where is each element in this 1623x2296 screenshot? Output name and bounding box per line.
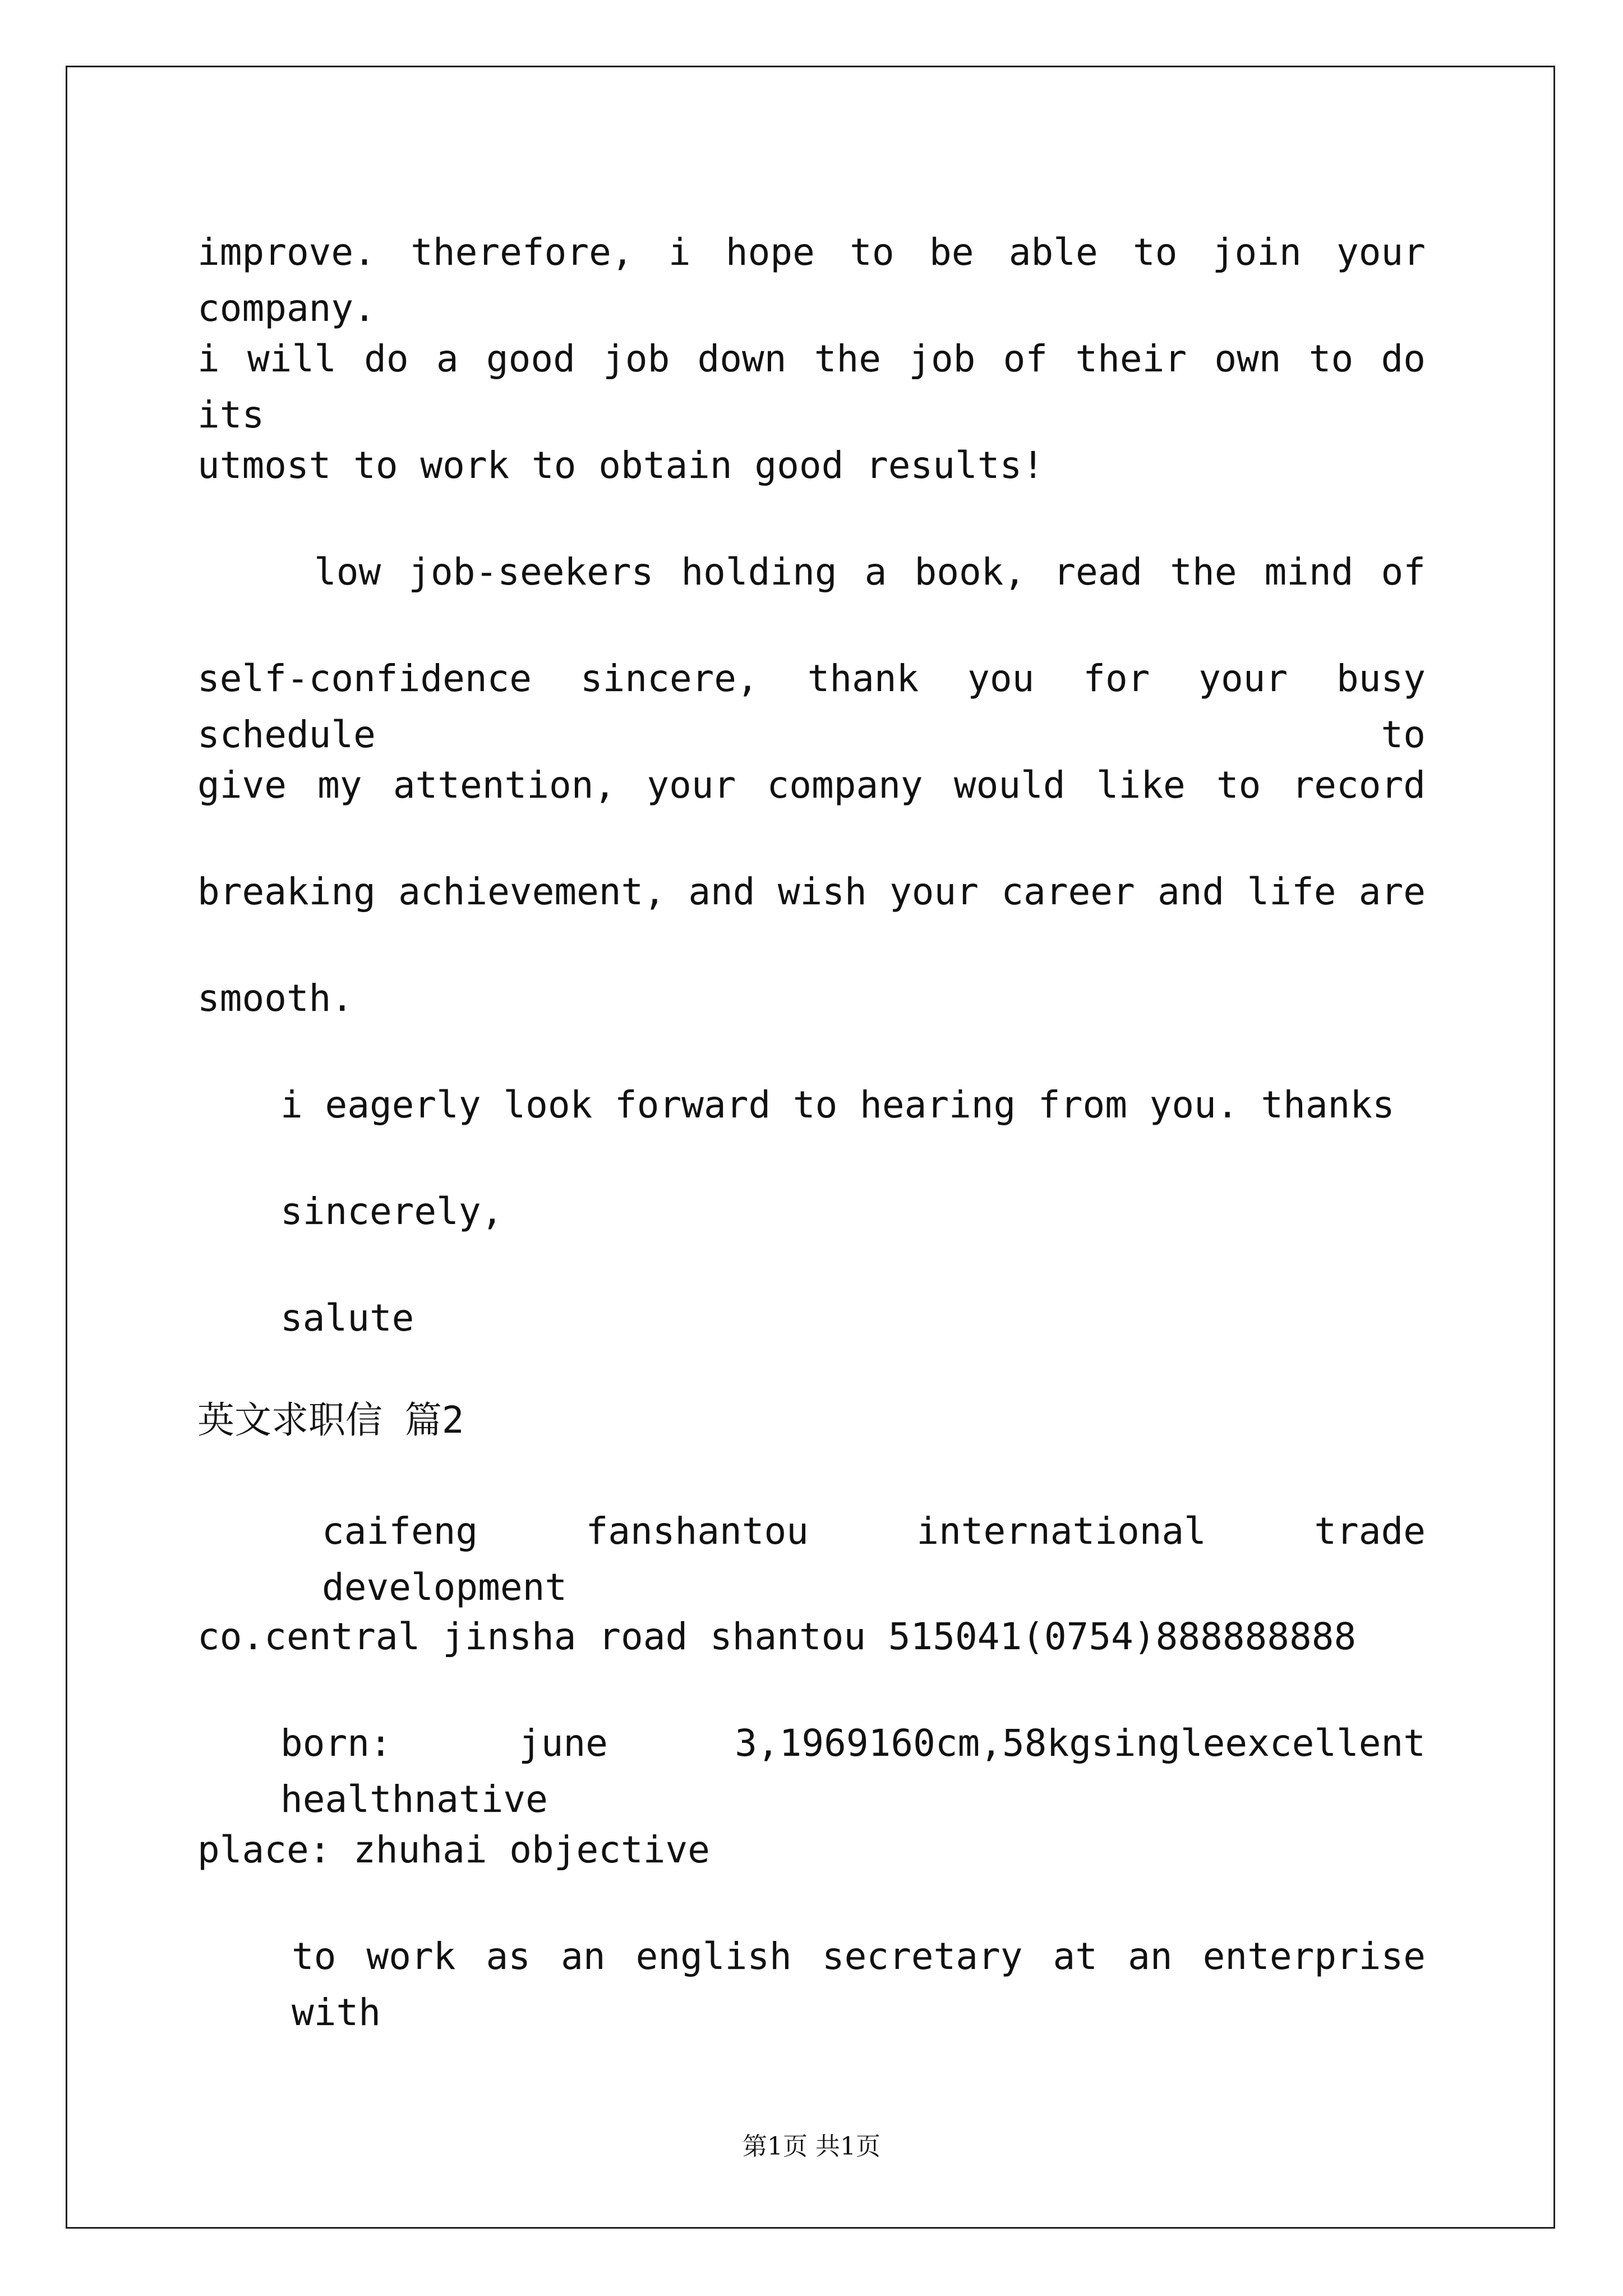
body-line: smooth. [197, 977, 354, 1020]
body-line: place: zhuhai objective [197, 1828, 710, 1871]
body-line: co.central jinsha road shantou 515041(0754)888888888 [197, 1615, 1357, 1658]
body-line: born: june 3,1969160cm,58kgsingleexcellent healthnative [280, 1722, 1426, 1821]
body-line: to work as an english secretary at an enterprise with [292, 1935, 1426, 2034]
page-number: 第1页 共1页 [743, 2132, 880, 2161]
body-line: improve. therefore, i hope to be able to join your company. [197, 231, 1426, 330]
body-line: i will do a good job down the job of their own to do its [197, 337, 1426, 436]
closing-line: sincerely, [280, 1190, 504, 1233]
body-line: caifeng fanshantou international trade development [322, 1510, 1426, 1609]
page-border [66, 66, 1555, 2229]
body-line: self-confidence sincere, thank you for your busy schedule to [197, 657, 1426, 756]
body-line: i eagerly look forward to hearing from you. thanks [280, 1083, 1395, 1126]
body-line: utmost to work to obtain good results! [197, 444, 1044, 487]
body-line: give my attention, your company would like to record [197, 763, 1426, 807]
body-line: breaking achievement, and wish your career and life are [197, 870, 1426, 913]
section-heading: 英文求职信 篇2 [197, 1398, 464, 1442]
body-line: low job-seekers holding a book, read the mind of [314, 550, 1426, 593]
salutation-line: salute [280, 1296, 414, 1340]
